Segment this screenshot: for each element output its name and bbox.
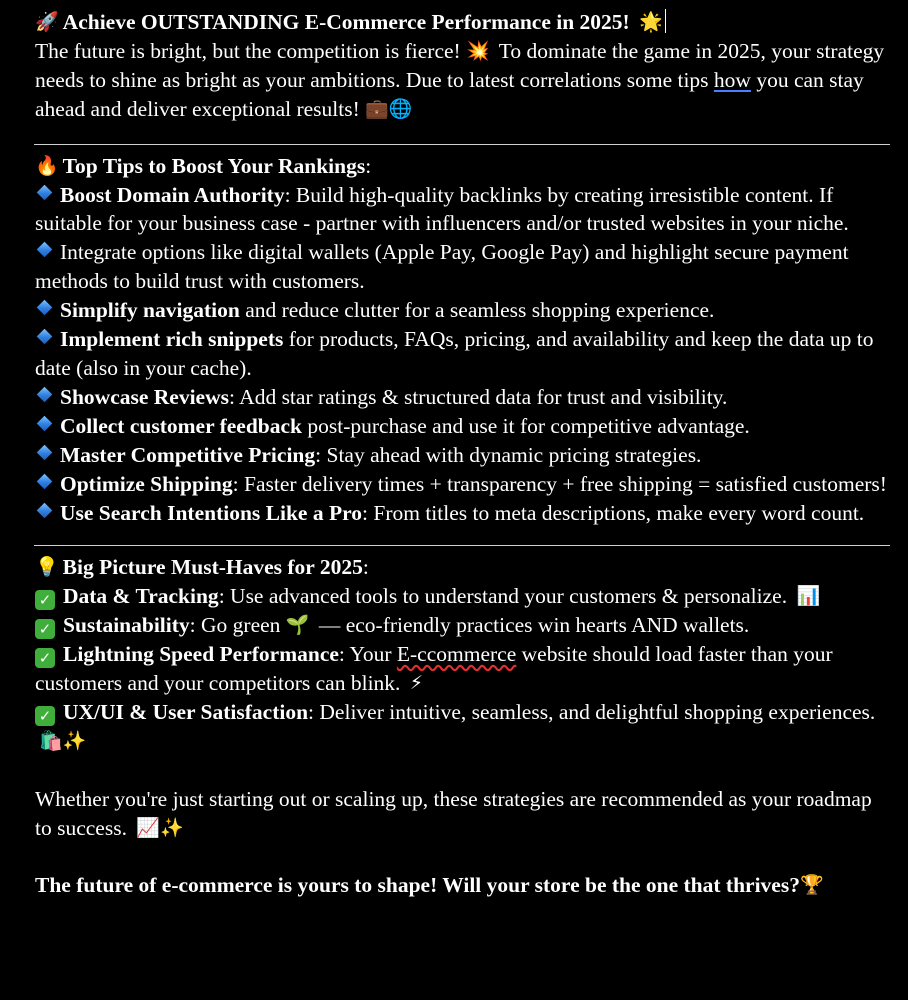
green-check-icon: ✓ xyxy=(35,590,55,610)
misspelled-word[interactable]: E-ccommerce xyxy=(396,642,517,667)
tip-text: : Add star ratings & structured data for trust and visibility. xyxy=(229,384,728,409)
trophy-icon: 🏆 xyxy=(799,874,824,897)
seedling-icon: 🌱 xyxy=(285,614,310,637)
spacer xyxy=(35,145,890,152)
tip-item xyxy=(35,383,890,412)
spacer xyxy=(35,546,890,553)
tip-item xyxy=(35,238,890,296)
intro-title-line xyxy=(35,8,890,37)
musthaves-heading xyxy=(35,553,890,582)
how-link[interactable]: how xyxy=(713,67,751,92)
blue-diamond-icon xyxy=(37,242,53,258)
intro-text-b: To dominate the game in 2025, your strategy needs to shine as bright as your ambitions. Due to latest correlations some tips xyxy=(35,38,885,92)
intro-text-a: The future is bright, but the competition is fierce! xyxy=(35,38,467,63)
green-check-icon: ✓ xyxy=(35,706,55,726)
musthave-text: : Go green xyxy=(189,613,286,638)
blue-diamond-icon xyxy=(37,329,53,345)
green-check-icon: ✓ xyxy=(35,619,55,639)
tip-bold: Master Competitive Pricing xyxy=(60,442,316,467)
blue-diamond-icon xyxy=(37,184,53,200)
blue-diamond-icon xyxy=(37,300,53,316)
rocket-icon: 🚀 xyxy=(35,11,59,33)
intro-text-c: you can stay ahead and deliver exceptional results! xyxy=(35,67,864,121)
tip-bold: Boost Domain Authority xyxy=(60,182,285,207)
tip-item xyxy=(35,296,890,325)
final-paragraph xyxy=(35,871,890,900)
text-cursor xyxy=(665,9,666,33)
chart-increasing-icon: 📈✨ xyxy=(136,816,184,839)
glowing-star-icon: 🌟 xyxy=(639,11,663,33)
closing-paragraph xyxy=(35,785,890,843)
musthave-text: website should load faster than your customers and your competitors can blink. xyxy=(35,642,833,696)
blue-diamond-icon xyxy=(37,387,53,403)
spacer xyxy=(35,842,890,871)
bar-chart-icon: 📊 xyxy=(796,585,821,608)
musthaves-heading-colon: : xyxy=(362,555,369,580)
tip-item xyxy=(35,470,890,499)
intro-paragraph xyxy=(35,37,890,124)
musthave-item xyxy=(35,640,890,698)
tips-heading-text: Top Tips to Boost Your Rankings xyxy=(62,153,366,178)
shopping-bags-icon: 🛍️✨ xyxy=(39,729,87,752)
tip-bold: Optimize Shipping xyxy=(60,471,233,496)
blue-diamond-icon xyxy=(37,473,53,489)
musthave-bold: Data & Tracking xyxy=(63,584,219,609)
spacer xyxy=(35,527,890,545)
musthave-bold: Lightning Speed Performance xyxy=(63,642,339,667)
intro-title: Achieve OUTSTANDING E-Commerce Performance in 2025! xyxy=(62,10,630,34)
tip-text: : Stay ahead with dynamic pricing strategies. xyxy=(315,442,702,467)
tip-text: : Build high-quality backlinks by creating irresistible content. If suitable for your business case - partner with influencers and/or trusted websites in your niche. xyxy=(35,182,849,236)
final-text: The future of e-commerce is yours to shape! Will your store be the one that thrives? xyxy=(35,873,800,898)
musthave-text: : Use advanced tools to understand your customers & personalize. xyxy=(218,584,788,609)
tip-bold: Collect customer feedback xyxy=(60,413,303,438)
tip-bold: Showcase Reviews xyxy=(60,384,229,409)
blue-diamond-icon xyxy=(37,502,53,518)
light-bulb-icon: 💡 xyxy=(35,556,59,579)
tip-bold: Implement rich snippets xyxy=(60,327,284,352)
tip-text: : From titles to meta descriptions, make every word count. xyxy=(362,500,865,525)
musthave-item xyxy=(35,582,890,611)
musthave-item xyxy=(35,698,890,756)
tip-bold: Simplify navigation xyxy=(60,298,240,323)
spacer xyxy=(35,124,890,144)
musthave-bold: UX/UI & User Satisfaction xyxy=(63,699,309,724)
tip-text: Integrate options like digital wallets (Apple Pay, Google Pay) and highlight secure payment methods to build trust with customers. xyxy=(35,240,849,294)
briefcase-globe-icon: 💼🌐 xyxy=(365,97,413,120)
tip-item xyxy=(35,181,890,239)
musthave-text: — eco-friendly practices win hearts AND wallets. xyxy=(313,613,750,638)
lightning-icon: ⚡ xyxy=(409,672,424,695)
tip-text: : Faster delivery times + transparency + free shipping = satisfied customers! xyxy=(232,471,887,496)
musthave-text: : Your xyxy=(338,642,397,667)
musthave-bold: Sustainability xyxy=(63,613,190,638)
closing-text: Whether you're just starting out or scaling up, these strategies are recommended as your roadmap to success. xyxy=(35,786,872,840)
blue-diamond-icon xyxy=(37,416,53,432)
fire-icon: 🔥 xyxy=(35,154,59,177)
spacer xyxy=(35,756,890,785)
musthave-text: : Deliver intuitive, seamless, and delightful shopping experiences. xyxy=(308,699,876,724)
tip-item xyxy=(35,441,890,470)
tip-text: for products, FAQs, pricing, and availability and keep the data up to date (also in your cache). xyxy=(35,327,874,380)
musthave-item xyxy=(35,611,890,640)
tips-heading xyxy=(35,152,890,181)
tip-bold: Use Search Intentions Like a Pro xyxy=(60,500,363,525)
tips-heading-colon: : xyxy=(365,153,372,178)
blue-diamond-icon xyxy=(37,444,53,460)
tip-text: post-purchase and use it for competitive advantage. xyxy=(302,413,750,438)
tip-item xyxy=(35,412,890,441)
tip-text: and reduce clutter for a seamless shopping experience. xyxy=(239,298,715,323)
tip-item xyxy=(35,499,890,528)
musthaves-heading-text: Big Picture Must-Haves for 2025 xyxy=(62,555,363,580)
collision-icon: 💥 xyxy=(466,39,490,62)
tip-item xyxy=(35,325,890,383)
green-check-icon: ✓ xyxy=(35,648,55,668)
